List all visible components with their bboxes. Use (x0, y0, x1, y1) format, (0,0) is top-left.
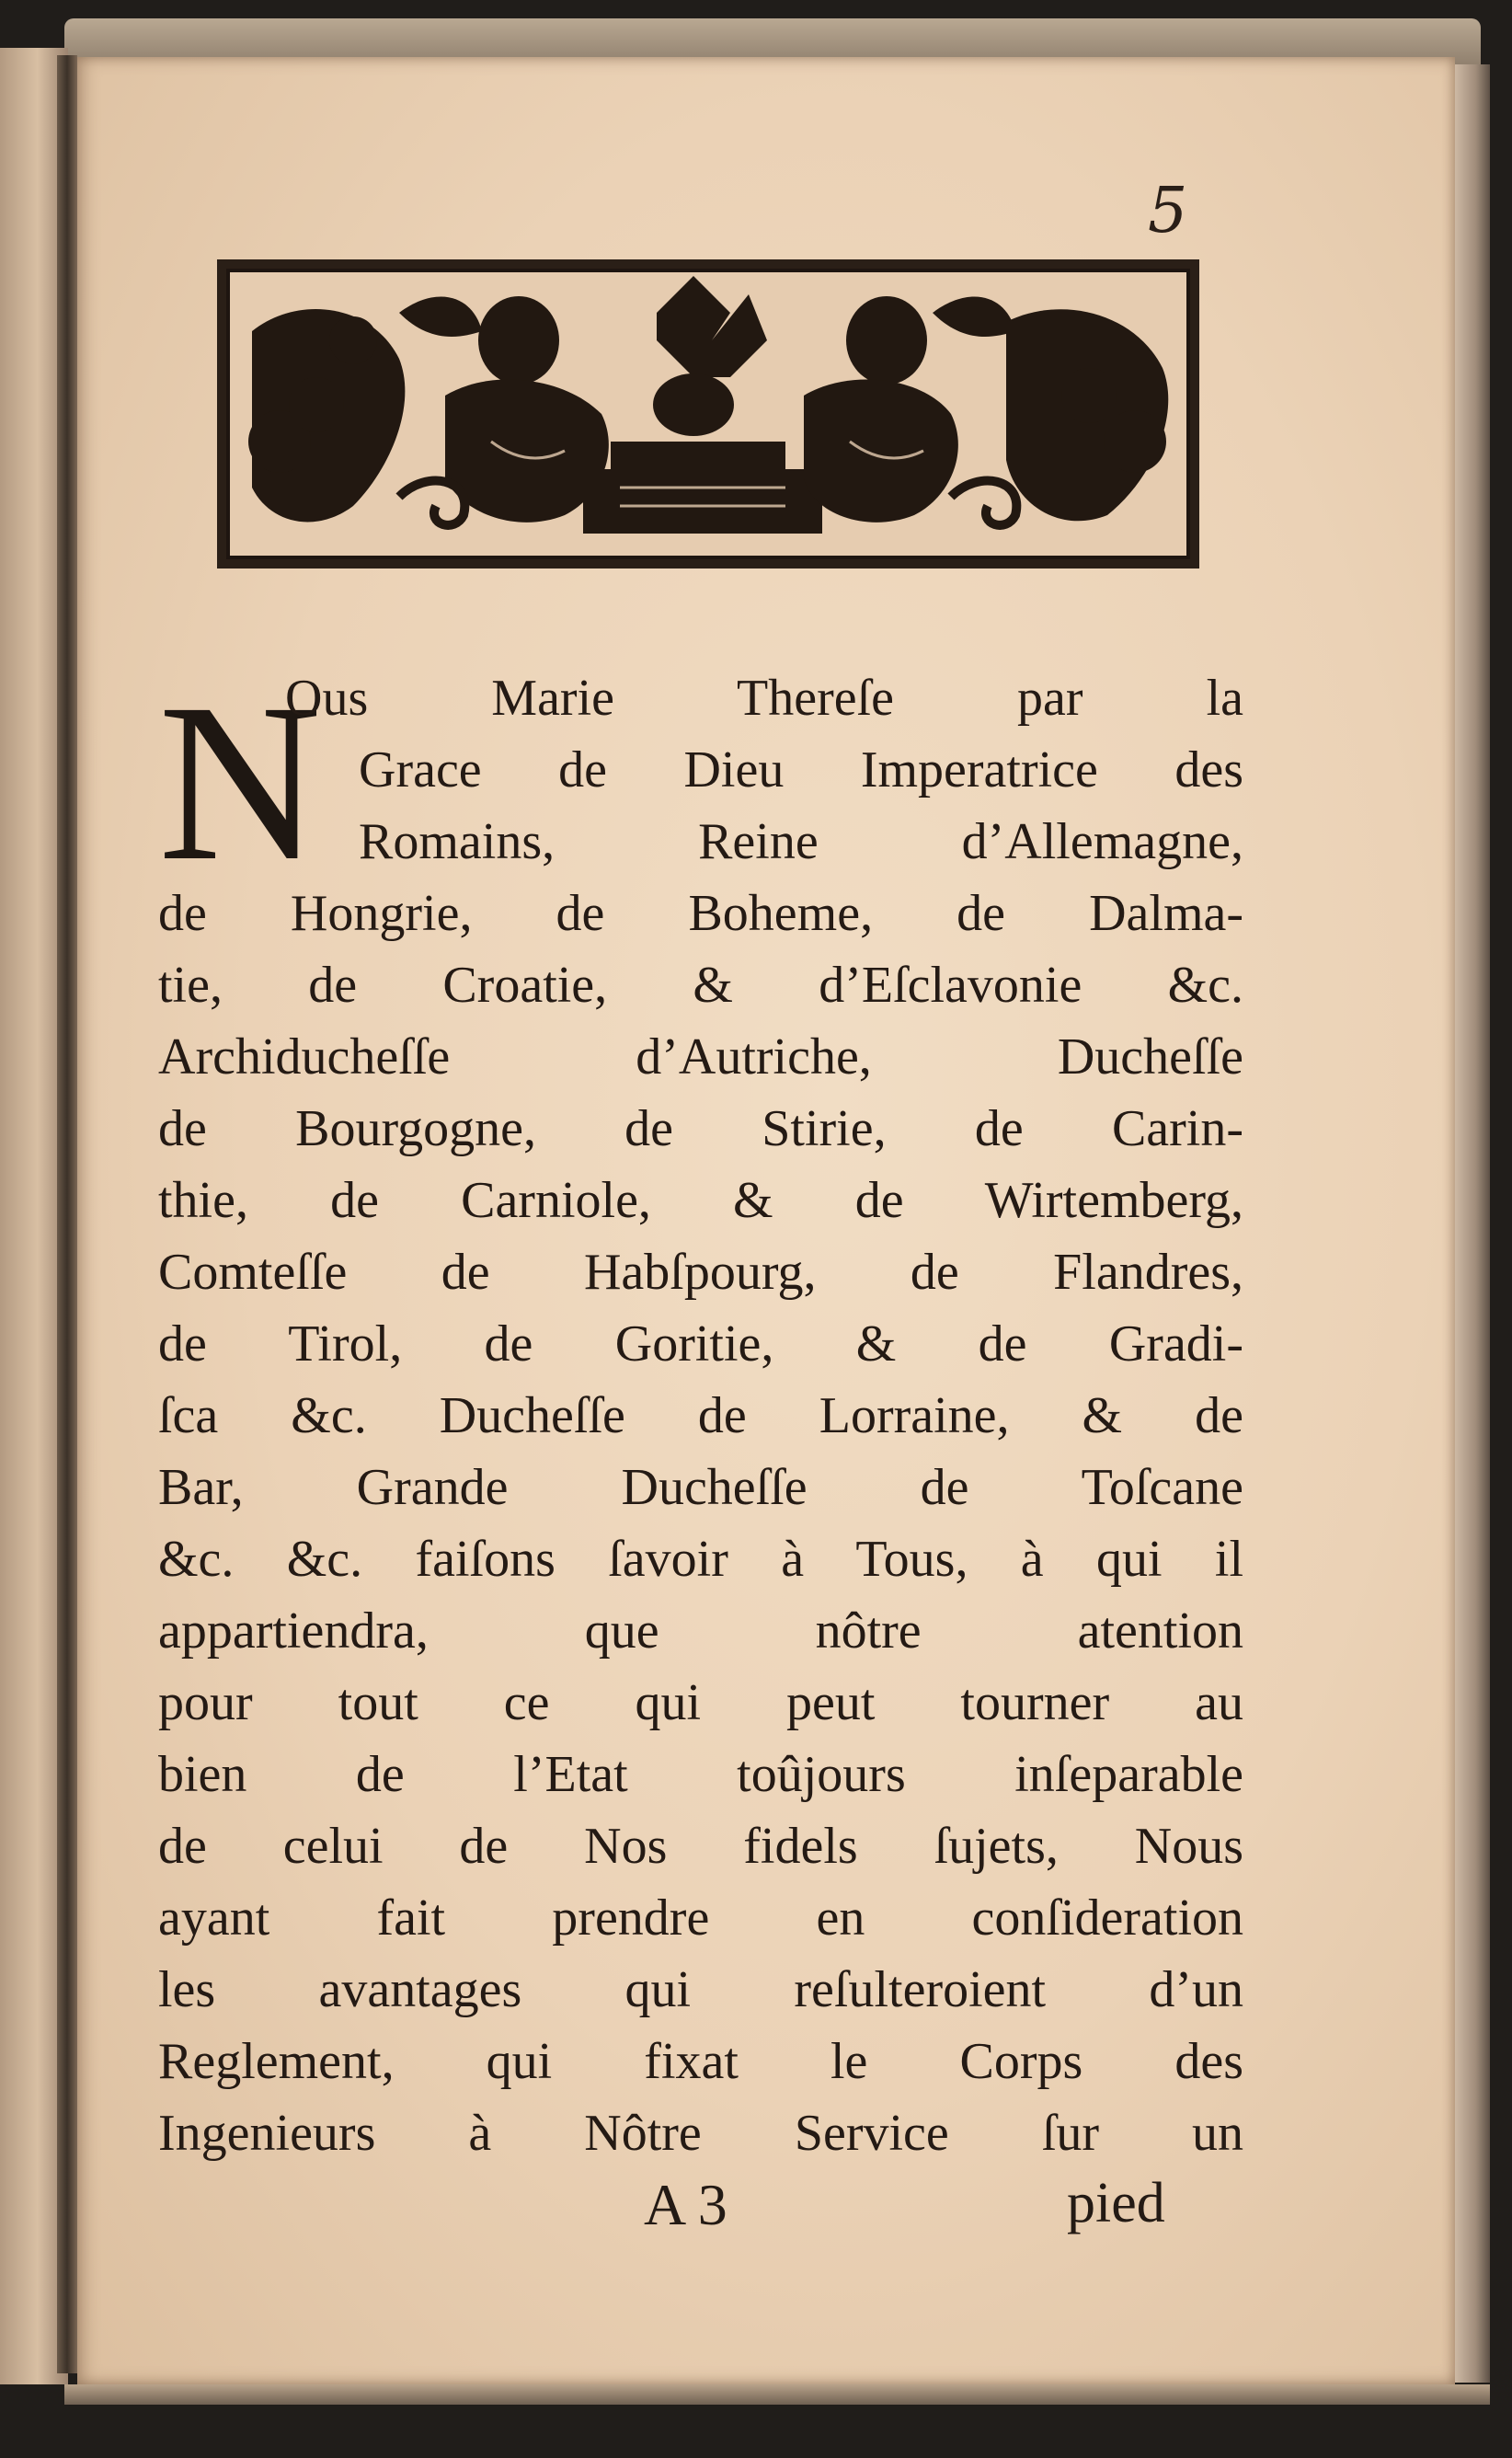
book-fore-edge (1455, 64, 1490, 2383)
text-line: de Bourgogne, de Stirie, de Carin- (158, 1100, 1243, 1157)
text-line: thie, de Carniole, & de Wirtemberg, (158, 1172, 1243, 1229)
text-line: Comteſſe de Habſpourg, de Flandres, (158, 1244, 1243, 1301)
text-line: ayant fait prendre en conſideration (158, 1889, 1243, 1947)
text-line: ſca &c. Ducheſſe de Lorraine, & de (158, 1387, 1243, 1444)
text-line: Ingenieurs à Nôtre Service ſur un (158, 2105, 1243, 2162)
woodcut-headpiece-ornament (215, 258, 1201, 570)
text-line: appartiendra, que nôtre atention (158, 1602, 1243, 1660)
text-line: &c. &c. faiſons ſavoir à Tous, à qui il (158, 1531, 1243, 1588)
page-number: 5 (1148, 175, 1188, 247)
text-line: tie, de Croatie, & d’Eſclavonie &c. (158, 957, 1243, 1014)
drop-cap-initial: N (158, 658, 322, 908)
signature-mark: A 3 (644, 2172, 727, 2237)
text-line: de celui de Nos fidels ſujets, Nous (158, 1818, 1243, 1875)
text-line: Grace de Dieu Imperatrice des (359, 741, 1243, 798)
catchword: pied (1067, 2172, 1165, 2234)
text-line: Romains, Reine d’Allemagne, (359, 813, 1243, 870)
text-line: Reglement, qui fixat le Corps des (158, 2033, 1243, 2090)
text-line: Archiducheſſe d’Autriche, Ducheſſe (158, 1028, 1243, 1085)
text-line: bien de l’Etat toûjours inſeparable (158, 1746, 1243, 1803)
book-bottom-edge (64, 2384, 1490, 2405)
text-line: les avantages qui reſulteroient d’un (158, 1961, 1243, 2018)
book-gutter (57, 55, 77, 2373)
text-line: de Hongrie, de Boheme, de Dalma- (158, 885, 1243, 942)
text-line: pour tout ce qui peut tourner au (158, 1674, 1243, 1731)
text-line: Bar, Grande Ducheſſe de Toſcane (158, 1459, 1243, 1516)
text-line: Ous Marie Thereſe par la (285, 670, 1243, 727)
text-line: de Tirol, de Goritie, & de Gradi- (158, 1315, 1243, 1373)
